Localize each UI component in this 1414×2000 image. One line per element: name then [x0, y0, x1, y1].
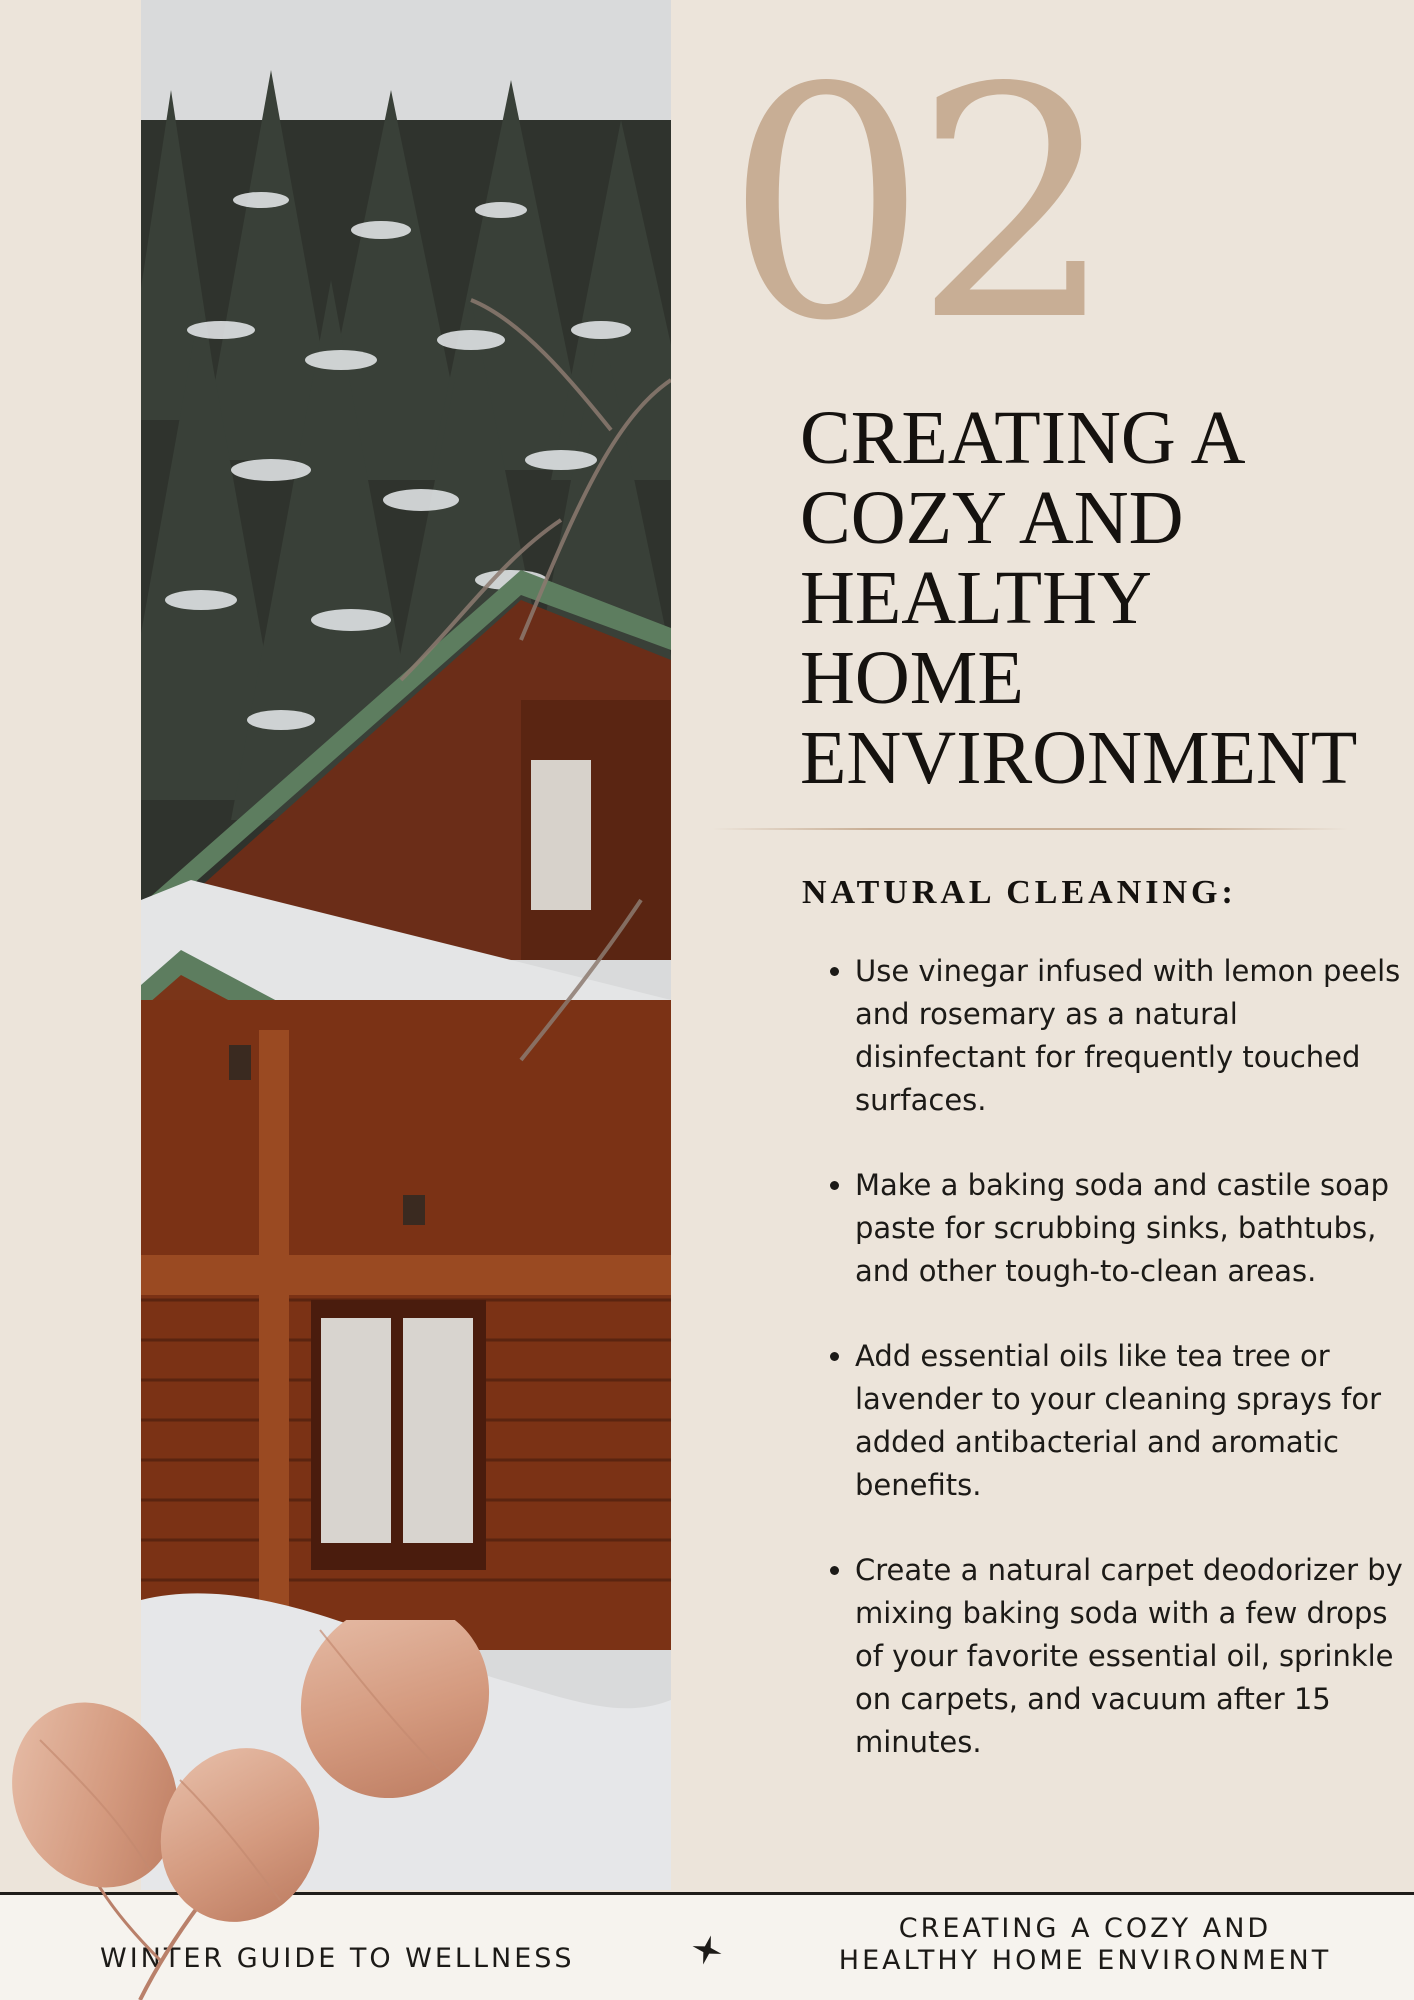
divider — [712, 828, 1348, 830]
section-heading: NATURAL CLEANING: — [802, 874, 1237, 911]
title-line: COZY AND — [800, 476, 1184, 560]
sparkle-star-icon — [690, 1933, 724, 1967]
footer-chapter-line: CREATING A COZY AND — [898, 1913, 1272, 1944]
list-item: • Create a natural carpet deodorizer by mixing baking soda with a few drops of your favorite essential oil, sprinkle on carpets, and vacuum after 15 minutes. — [855, 1549, 1414, 1764]
list-item: • Add essential oils like tea tree or lavender to your cleaning sprays for added antibacterial and aromatic benefits. — [855, 1335, 1414, 1507]
eucalyptus-leaves-decoration — [0, 1620, 560, 2000]
list-item: • Use vinegar infused with lemon peels and rosemary as a natural disinfectant for frequently touched surfaces. — [855, 950, 1414, 1122]
page-title — [800, 398, 1360, 798]
chapter-number: 02 — [725, 20, 1102, 390]
title-line: CREATING A — [800, 396, 1246, 480]
list-item: • Make a baking soda and castile soap paste for scrubbing sinks, bathtubs, and other tough-to-clean areas. — [855, 1164, 1414, 1293]
title-line: HOME — [800, 636, 1024, 720]
footer-chapter-title — [805, 1913, 1365, 1977]
footer-chapter-line: HEALTHY HOME ENVIRONMENT — [838, 1945, 1332, 1976]
footer-guide-title: WINTER GUIDE TO WELLNESS — [100, 1943, 575, 1974]
title-line: ENVIRONMENT — [800, 716, 1358, 800]
title-line: HEALTHY — [800, 556, 1152, 640]
tips-list — [820, 950, 1414, 1806]
cabin-photo — [141, 0, 671, 1890]
